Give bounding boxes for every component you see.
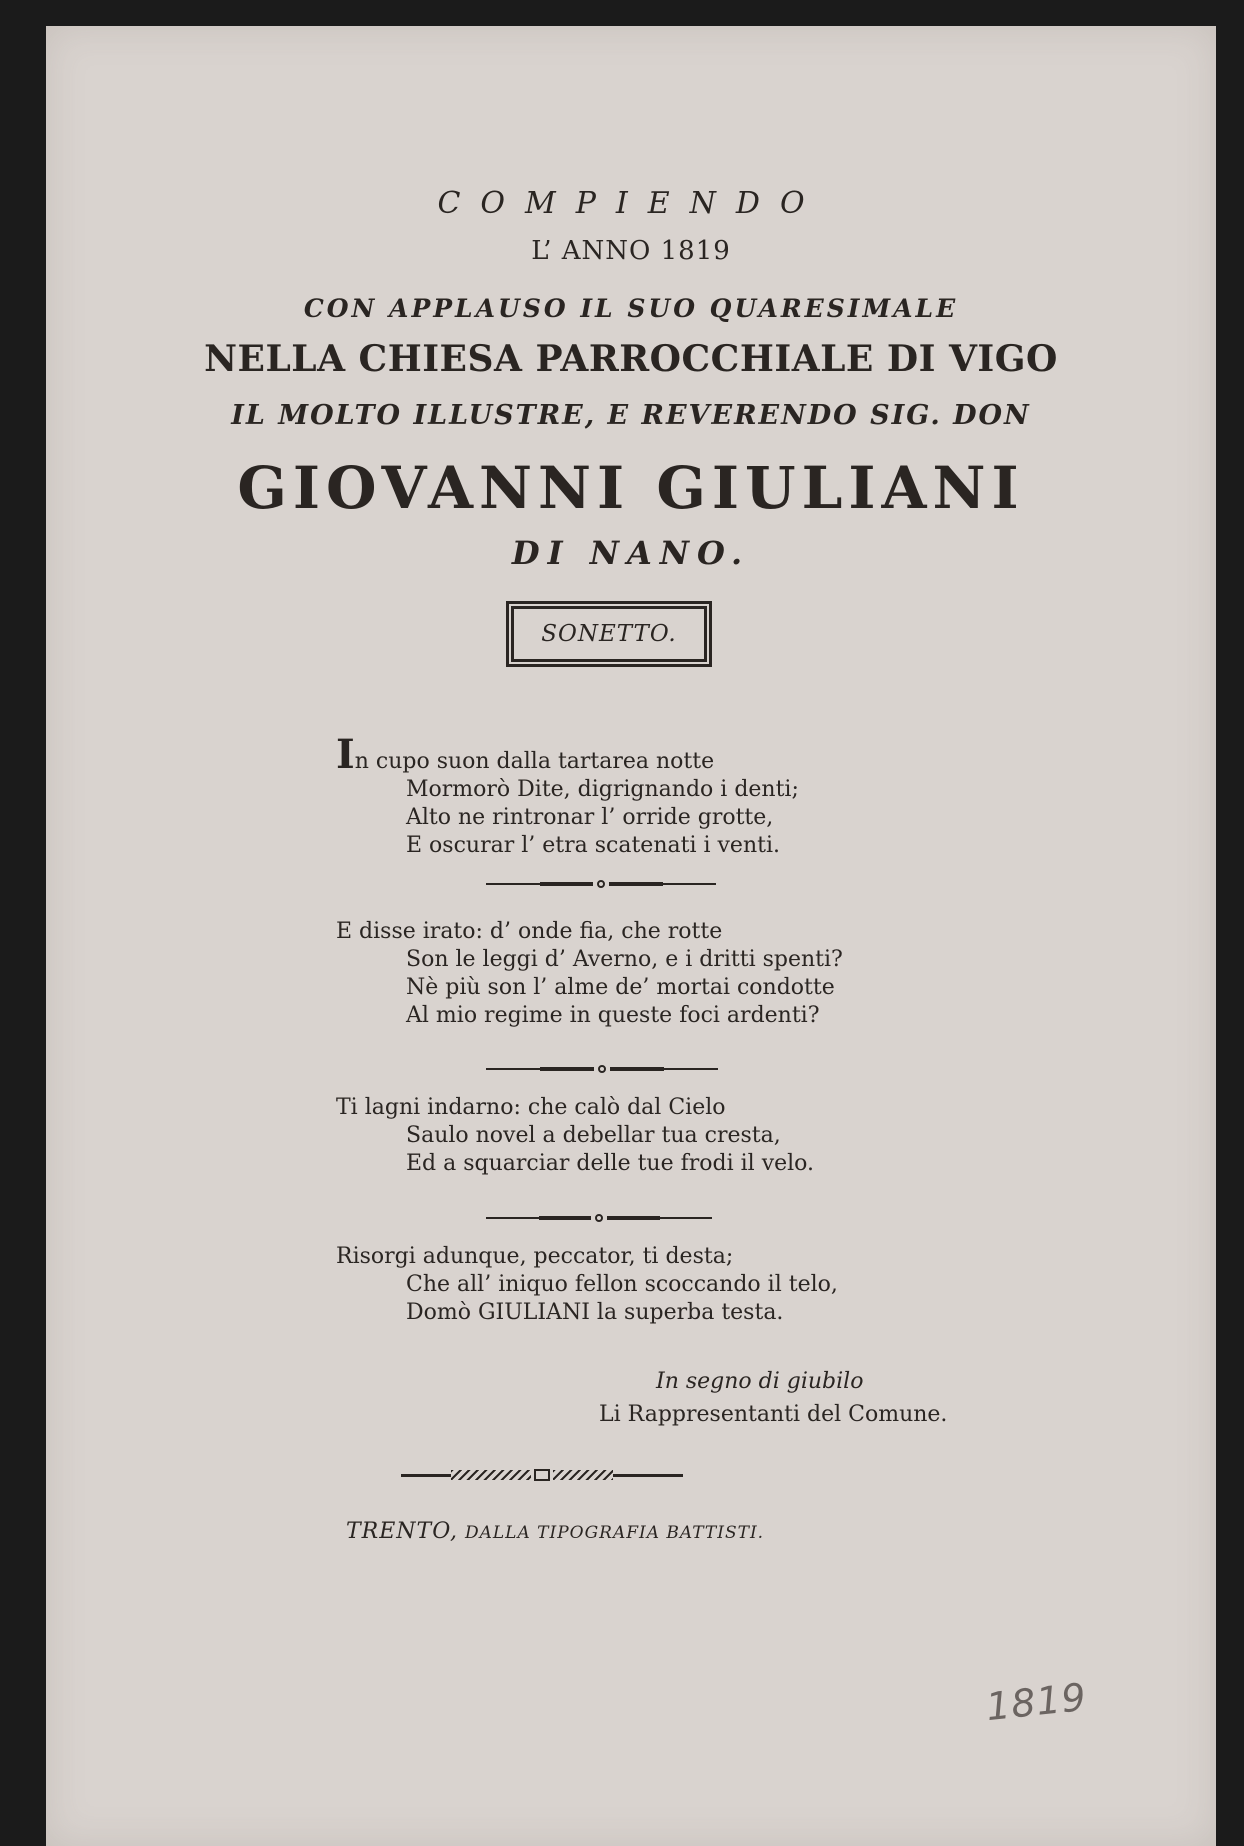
sonetto-frame	[506, 601, 712, 667]
stanza-1-line-3: Alto ne rintronar l’ orride grotte,	[406, 805, 774, 830]
divider-2	[486, 1064, 718, 1074]
title-compiendo: COMPIENDO	[437, 186, 825, 221]
title-chiesa: NELLA CHIESA PARROCCHIALE DI VIGO	[204, 338, 1058, 380]
stanza-1	[336, 731, 799, 860]
stanza-2-line-3: Nè più son l’ alme de’ mortai condotte	[406, 975, 835, 1000]
stanza-2-line-1: E disse irato: d’ onde fia, che rotte	[336, 919, 723, 944]
ornament-rule	[401, 1468, 701, 1482]
drop-cap: I	[336, 731, 355, 778]
pencil-annotation: 1819	[983, 1674, 1089, 1730]
stanza-4-line-3: Domò GIULIANI la superba testa.	[406, 1300, 784, 1325]
stanza-3-line-1: Ti lagni indarno: che calò dal Cielo	[336, 1095, 726, 1120]
stanza-2	[336, 918, 843, 1030]
title-applauso: CON APPLAUSO IL SUO QUARESIMALE	[303, 294, 959, 323]
stanza-3-line-2: Saulo novel a debellar tua cresta,	[406, 1123, 781, 1148]
printed-sheet	[46, 26, 1216, 1846]
stanza-3	[336, 1094, 814, 1178]
title-di-nano: DI NANO.	[511, 534, 751, 572]
divider-1	[486, 879, 716, 889]
stanza-2-line-4: Al mio regime in queste foci ardenti?	[406, 1003, 820, 1028]
imprint-city: TRENTO,	[346, 1519, 458, 1544]
title-reverendo: IL MOLTO ILLUSTRE, E REVERENDO SIG. DON	[231, 400, 1031, 431]
stanza-4-line-1: Risorgi adunque, peccator, ti desta;	[336, 1244, 734, 1269]
title-year: L’ ANNO 1819	[531, 236, 731, 266]
stanza-1-line-1: In cupo suon dalla tartarea notte	[336, 731, 715, 778]
stanza-4	[336, 1243, 838, 1327]
stanza-1-line-2: Mormorò Dite, digrignando i denti;	[406, 777, 799, 802]
stanza-2-line-2: Son le leggi d’ Averno, e i dritti spenti?	[406, 947, 843, 972]
sonetto-label: SONETTO.	[541, 621, 677, 647]
title-name: GIOVANNI GIULIANI	[237, 454, 1025, 522]
stanza-1-line-4: E oscurar l’ etra scatenati i venti.	[406, 833, 780, 858]
divider-3	[486, 1213, 712, 1223]
stanza-3-line-3: Ed a squarciar delle tue frodi il velo.	[406, 1151, 815, 1176]
signature-line-2: Li Rappresentanti del Comune.	[599, 1402, 948, 1427]
imprint	[346, 1519, 764, 1544]
stanza-4-line-2: Che all’ iniquo fellon scoccando il telo,	[406, 1272, 838, 1297]
signature-line-1: In segno di giubilo	[656, 1369, 864, 1394]
imprint-printer: DALLA TIPOGRAFIA BATTISTI.	[464, 1523, 765, 1543]
